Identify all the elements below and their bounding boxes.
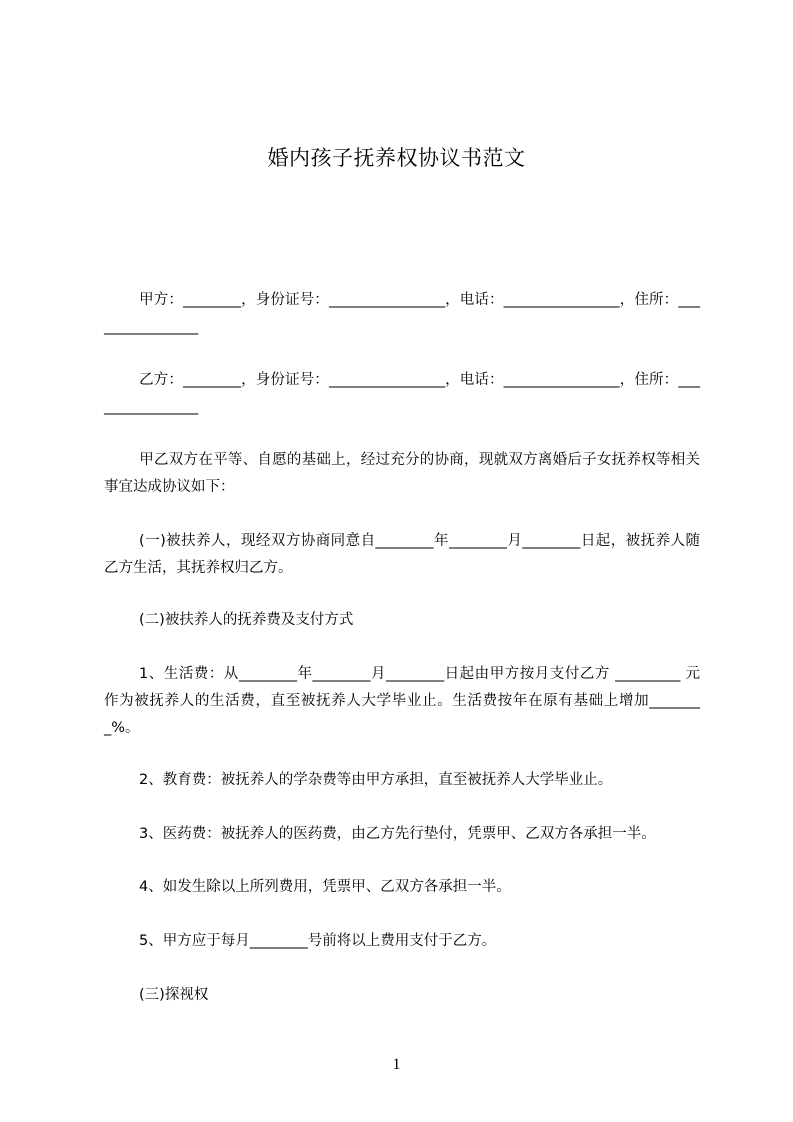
- clause-2-text: (二)被扶养人的抚养费及支付方式: [139, 612, 354, 628]
- clause-2-3-text: 3、医药费：被抚养人的医药费，由乙方先行垫付，凭票甲、乙双方各承担一半。: [139, 826, 656, 842]
- document-title: 婚内孩子抚养权协议书范文: [267, 146, 526, 170]
- clause-1-text: (一)被扶养人，现经双方协商同意自________年________月________日起，被抚养人随乙方生活，其抚养权归乙方。: [104, 533, 700, 576]
- party-a-info: [104, 287, 700, 341]
- party-b-info: [104, 367, 700, 421]
- agreement-preamble: [104, 447, 700, 501]
- page-number: 1: [392, 1056, 401, 1073]
- clause-2-5-payment-date: [104, 928, 700, 955]
- clause-3-text: (三)探视权: [139, 987, 209, 1003]
- clause-2-4-other-expenses: [104, 874, 700, 901]
- preamble-text: 甲乙双方在平等、自愿的基础上，经过充分的协商，现就双方离婚后子女抚养权等相关事宜达成协议如下：: [104, 452, 700, 495]
- clause-1-custody: [104, 528, 700, 582]
- clause-2-1-living-expenses: [104, 661, 700, 742]
- party-a-text: 甲方：________，身份证号：________________，电话：________________，住所：________________: [104, 292, 700, 335]
- party-b-text: 乙方：________，身份证号：________________，电话：________________，住所：________________: [104, 372, 700, 415]
- clause-2-2-education: [104, 767, 700, 794]
- clause-2-1-text: 1、生活费：从________年________月________日起由甲方按月支付乙方 _________ 元作为被抚养人的生活费，直至被抚养人大学毕业止。生活费按年在原有基础上增加________%。: [104, 666, 700, 736]
- clause-2-4-text: 4、如发生除以上所列费用，凭票甲、乙双方各承担一半。: [139, 879, 511, 895]
- clause-2-3-medical: [104, 821, 700, 848]
- clause-2-2-text: 2、教育费：被抚养人的学杂费等由甲方承担，直至被抚养人大学毕业止。: [139, 772, 613, 788]
- clause-2-5-text: 5、甲方应于每月________号前将以上费用支付于乙方。: [139, 933, 497, 949]
- clause-2-heading: [104, 607, 700, 634]
- clause-3-visitation: [104, 982, 700, 1009]
